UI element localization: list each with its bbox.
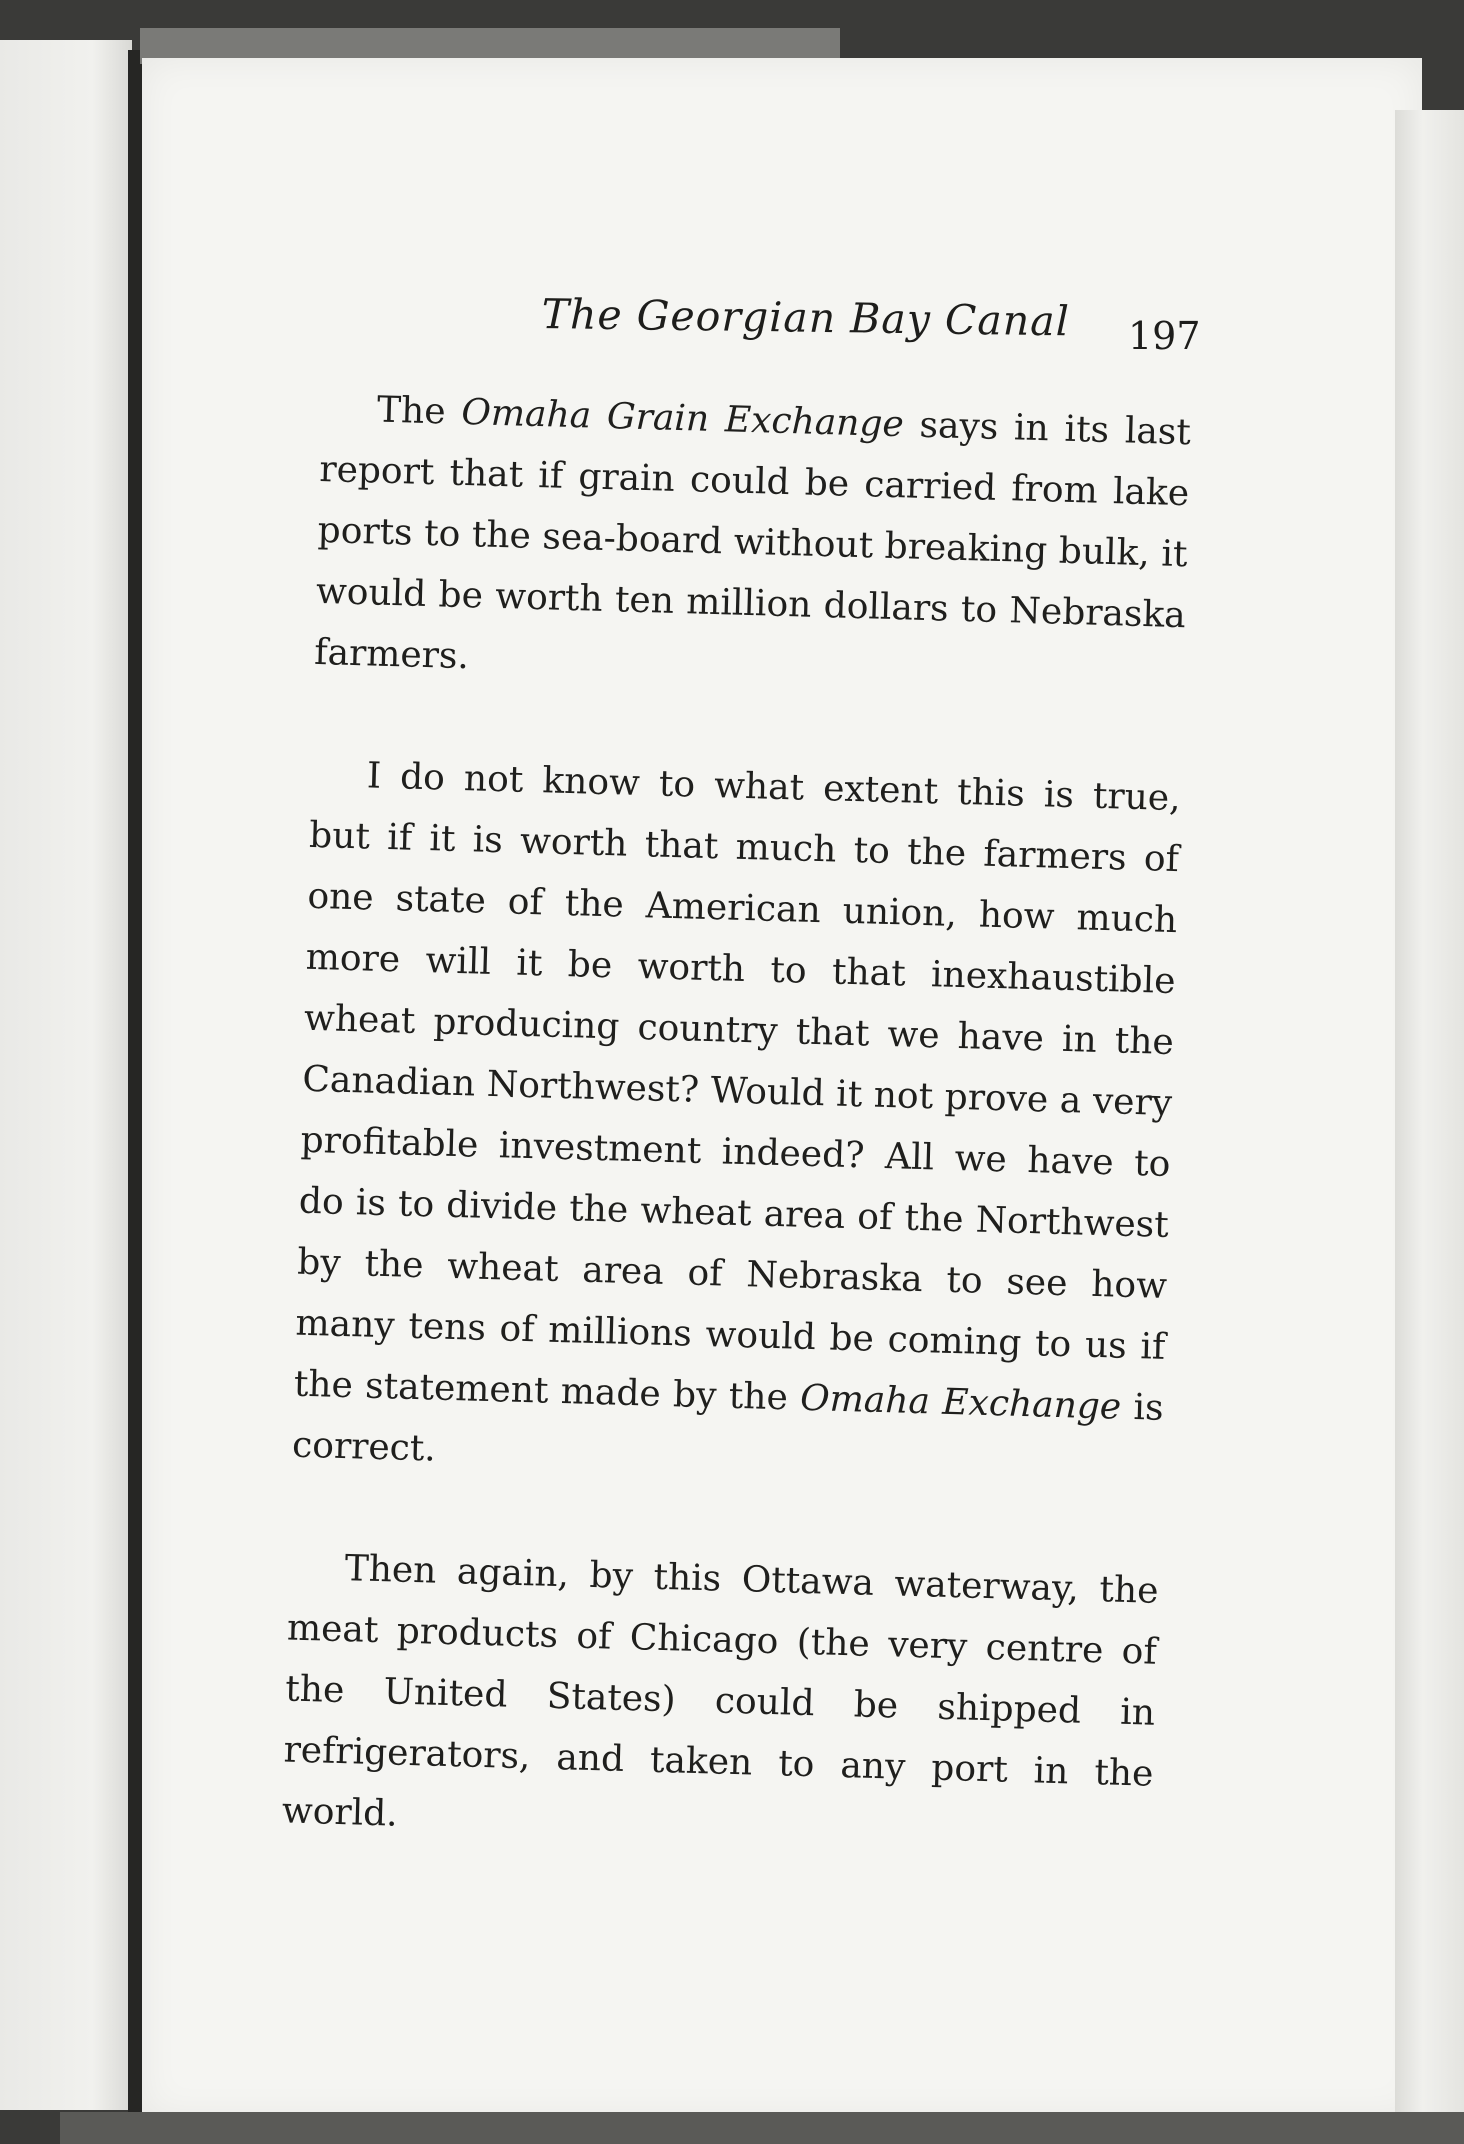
running-head: The Georgian Bay Canal xyxy=(541,290,1071,346)
paragraph-1-text-1: The xyxy=(376,389,463,433)
body-text xyxy=(281,378,1192,1866)
publication-title-omaha-grain-exchange: Omaha Grain Exchange xyxy=(460,391,905,446)
paragraph-2-text-2: is correct. xyxy=(291,1386,1165,1470)
paragraph-2-text-1: I do not know to what extent this is true, but if it is worth that much to the farmers of one state of the American union, how much more will it be worth to that inexhaustible wheat producing country that we have in the Canadian Northwest? Would it not prove a very profitable investment indeed? All we have to do is to divide the wheat area of the Northwest by the wheat area of Nebraska to see how many tens of millions would be coming to us if the statement made by the xyxy=(293,755,1182,1419)
paragraph-3 xyxy=(281,1537,1159,1866)
paragraph-1 xyxy=(313,378,1191,707)
page-number: 197 xyxy=(1128,314,1201,358)
page-stack-right-edge xyxy=(1395,110,1464,2144)
publication-title-omaha-exchange: Omaha Exchange xyxy=(799,1377,1122,1428)
book-spine xyxy=(128,50,142,2120)
paragraph-2 xyxy=(291,744,1181,1500)
paragraph-3-text-1: Then again, by this Ottawa waterway, the meat products of Chicago (the very centre of the United States) could be shipped in refrigerators, and taken to any port in the world. xyxy=(281,1548,1160,1835)
cover-bottom-edge xyxy=(60,2112,1464,2144)
paragraph-1-text-2: says in its last report that if grain could be carried from lake ports to the sea-board without breaking bulk, it would be worth ten million dollars to Nebraska farmers. xyxy=(313,404,1192,678)
previous-page-edge xyxy=(0,40,132,2110)
book-page xyxy=(142,58,1422,2118)
page-header xyxy=(142,290,1422,360)
